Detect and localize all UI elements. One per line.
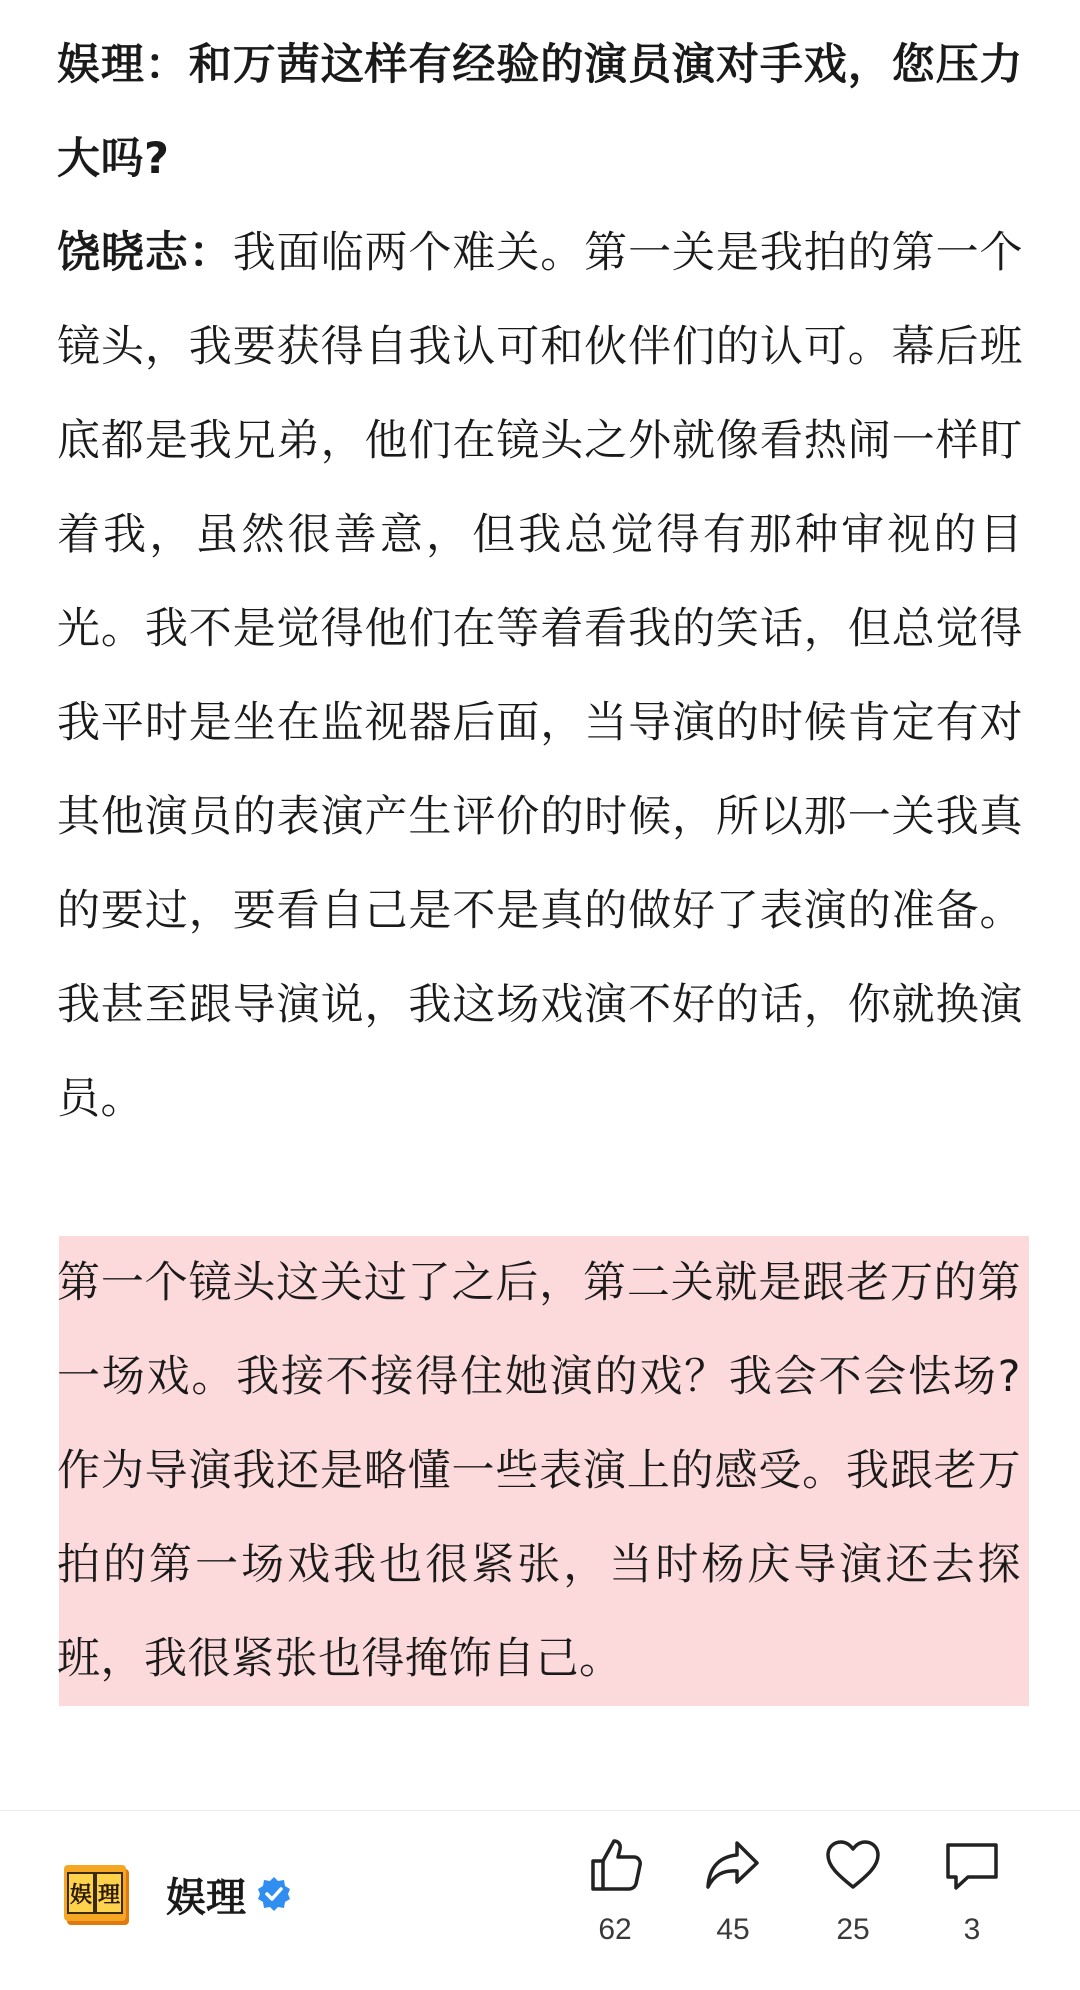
answer-paragraph: [57, 206, 1023, 1146]
answer-speaker: 饶晓志：: [57, 228, 233, 278]
share-count: 45: [716, 1913, 750, 1946]
comment-count: 3: [963, 1913, 981, 1946]
thumbs-up-icon: [585, 1835, 645, 1895]
paragraph-spacer: [57, 1146, 1023, 1236]
footer-bar: [0, 1811, 1080, 1990]
like-count: 62: [598, 1913, 632, 1946]
article-body: [57, 18, 1023, 1706]
question-paragraph: [57, 18, 1023, 206]
action-bar: [560, 1835, 1040, 1975]
avatar-logo-icon: [64, 1859, 134, 1929]
avatar-char-1: 娱: [69, 1883, 93, 1908]
author-info[interactable]: [64, 1859, 292, 1929]
verified-check-icon: [256, 1876, 292, 1912]
avatar-char-2: 理: [97, 1883, 121, 1908]
author-name[interactable]: 娱理: [166, 1874, 246, 1921]
question-text: 和万茜这样有经验的演员演对手戏，您压力大吗?: [57, 40, 1024, 184]
highlighted-text: 第一个镜头这关过了之后，第二关就是跟老万的第一场戏。我接不接得住她演的戏？我会不会怯场?作为导演我还是略懂一些表演上的感受。我跟老万拍的第一场戏我也很紧张，当时杨庆导演还去探班，我很紧张也得掩饰自己。: [57, 1258, 1021, 1684]
answer-text: 我面临两个难关。第一关是我拍的第一个镜头，我要获得自我认可和伙伴们的认可。幕后班底都是我兄弟，他们在镜头之外就像看热闹一样盯着我，虽然很善意，但我总觉得有那种审视的目光。我不是觉得他们在等着看我的笑话，但总觉得我平时是坐在监视器后面，当导演的时候肯定有对其他演员的表演产生评价的时候，所以那一关我真的要过，要看自己是不是真的做好了表演的准备。我甚至跟导演说，我这场戏演不好的话，你就换演员。: [57, 228, 1024, 1124]
question-speaker: 娱理：: [57, 40, 189, 90]
share-button[interactable]: [683, 1835, 783, 1947]
comment-bubble-icon: [942, 1835, 1002, 1895]
favorite-button[interactable]: [803, 1835, 903, 1947]
favorite-count: 25: [836, 1913, 870, 1946]
like-button[interactable]: [565, 1835, 665, 1947]
highlighted-quote: [59, 1236, 1029, 1706]
heart-icon: [823, 1835, 883, 1895]
author-avatar[interactable]: [64, 1859, 134, 1929]
comment-button[interactable]: [922, 1835, 1022, 1947]
share-arrow-icon: [703, 1835, 763, 1895]
